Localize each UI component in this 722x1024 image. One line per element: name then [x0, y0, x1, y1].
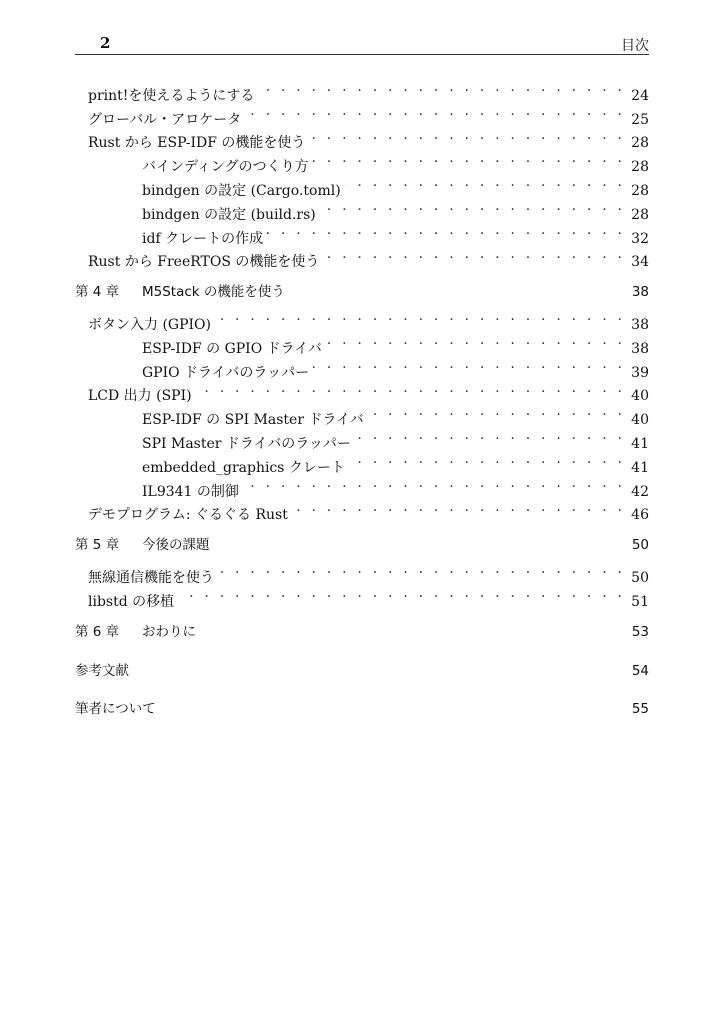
toc-title: グローバル・アロケータ: [88, 111, 242, 128]
toc-title: libstd の移植: [88, 593, 175, 610]
dot-leader: [178, 582, 625, 606]
toc-page: 28: [631, 159, 649, 176]
dot-leader: [245, 100, 625, 124]
toc-page: 42: [631, 483, 649, 500]
toc-page: 38: [631, 316, 649, 333]
toc-page: 28: [631, 206, 649, 223]
page-number: 2: [100, 34, 111, 52]
toc-entry[interactable]: [75, 305, 649, 333]
running-header: [75, 34, 649, 55]
dot-leader: [355, 424, 625, 448]
dot-leader: [243, 472, 625, 496]
toc-title: Rust から ESP-IDF の機能を使う: [88, 135, 306, 152]
toc-title: ESP-IDF の GPIO ドライバ: [142, 340, 322, 357]
dot-leader: [345, 171, 626, 195]
toc-title: 無線通信機能を使う: [88, 569, 214, 586]
dot-leader: [320, 195, 625, 219]
toc-chapter[interactable]: [75, 281, 649, 305]
toc-title: IL9341 の制御: [142, 483, 239, 500]
header-title: 目次: [621, 38, 649, 54]
dot-leader: [267, 219, 625, 243]
toc-title: idf クレートの作成: [142, 230, 264, 247]
toc-chapter[interactable]: [75, 534, 649, 558]
dot-leader: [313, 353, 625, 377]
toc-chapter[interactable]: [75, 621, 649, 645]
toc-title: embedded_graphics クレート: [142, 459, 345, 476]
toc-page: 50: [631, 537, 649, 554]
dot-leader: [313, 147, 626, 171]
toc-page: 40: [631, 412, 649, 429]
toc-title: 参考文献: [75, 662, 129, 679]
toc-page: 39: [631, 364, 649, 381]
toc-page: 25: [631, 111, 649, 128]
toc-chapter[interactable]: [75, 660, 649, 684]
toc-page: 38: [631, 284, 649, 301]
toc-page: 41: [631, 435, 649, 452]
toc-page: 54: [631, 662, 649, 679]
toc-page: 28: [631, 182, 649, 199]
dot-leader: [349, 448, 625, 472]
toc-page: 41: [631, 459, 649, 476]
toc-page: 50: [631, 569, 649, 586]
toc-entry[interactable]: [75, 558, 649, 586]
toc-page: 53: [631, 623, 649, 640]
toc-title: デモプログラム: ぐるぐる Rust: [88, 507, 288, 524]
dot-leader: [215, 305, 625, 329]
toc-page: 34: [631, 254, 649, 271]
dot-leader: [309, 124, 625, 148]
toc-title: bindgen の設定 (build.rs): [142, 206, 316, 223]
toc-chapter[interactable]: [75, 698, 649, 722]
toc-title: おわりに: [142, 623, 196, 640]
dot-leader: [323, 243, 625, 267]
toc-page: 38: [631, 340, 649, 357]
toc-page: 55: [631, 701, 649, 718]
table-of-contents: [75, 76, 649, 722]
toc-title: LCD 出力 (SPI): [88, 388, 192, 405]
toc-page: 32: [631, 230, 649, 247]
dot-leader: [368, 400, 625, 424]
dot-leader: [196, 377, 626, 401]
toc-page: 24: [631, 87, 649, 104]
toc-title: print!を使えるようにする: [88, 87, 255, 104]
dot-leader: [258, 76, 625, 100]
chapter-number: 第 5 章: [75, 537, 120, 554]
toc-entry[interactable]: [75, 76, 649, 104]
dot-leader: [326, 329, 625, 353]
toc-title: 今後の課題: [142, 537, 210, 554]
chapter-number: 第 4 章: [75, 284, 120, 301]
toc-page: 40: [631, 388, 649, 405]
chapter-number: 第 6 章: [75, 623, 120, 640]
toc-title: SPI Master ドライバのラッパー: [142, 435, 351, 452]
toc-title: バインディングのつくり方: [142, 159, 309, 176]
toc-title: ESP-IDF の SPI Master ドライバ: [142, 412, 364, 429]
toc-title: M5Stack の機能を使う: [142, 284, 285, 301]
dot-leader: [218, 558, 625, 582]
toc-page: 51: [631, 593, 649, 610]
toc-title: Rust から FreeRTOS の機能を使う: [88, 254, 320, 271]
toc-page: 46: [631, 507, 649, 524]
dot-leader: [292, 496, 625, 520]
toc-title: GPIO ドライバのラッパー: [142, 364, 310, 381]
toc-title: ボタン入力 (GPIO): [88, 316, 211, 333]
toc-title: 筆者について: [75, 701, 156, 718]
toc-title: bindgen の設定 (Cargo.toml): [142, 182, 341, 199]
toc-page: 28: [631, 135, 649, 152]
